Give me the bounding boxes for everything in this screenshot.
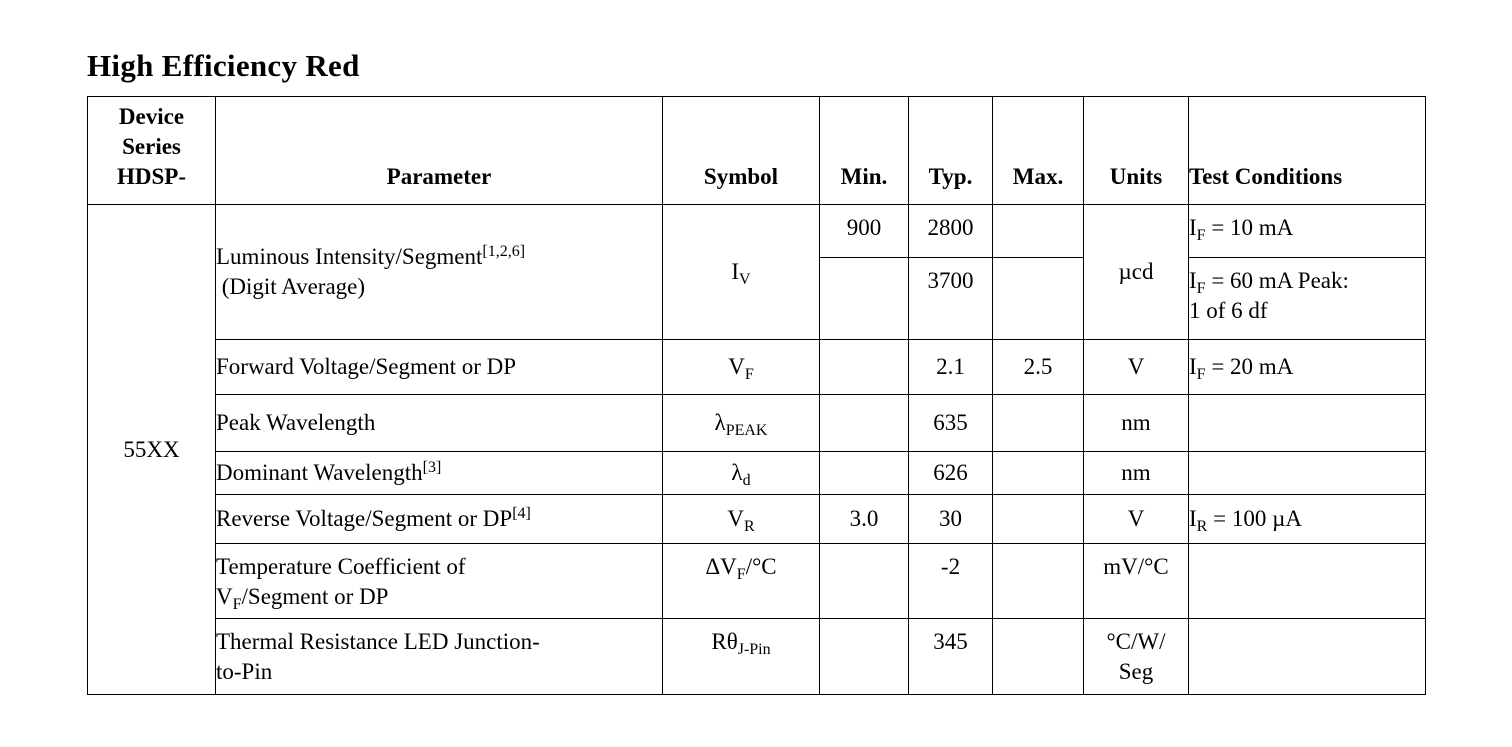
- reverse-max: [993, 495, 1084, 544]
- table-row-temp-coefficient: [88, 544, 1426, 619]
- temp-typ: -2: [909, 544, 993, 619]
- header-test-conditions: Test Conditions: [1189, 97, 1426, 205]
- table-row-reverse-voltage: [88, 495, 1426, 544]
- temp-test: [1189, 544, 1426, 619]
- symbol-iv: $I_V$: [663, 205, 820, 340]
- forward-min: [820, 340, 909, 395]
- temp-max: [993, 544, 1084, 619]
- symbol-lambda-d: $\lambda_d$: [663, 452, 820, 495]
- temp-min: [820, 544, 909, 619]
- param-thermal-resistance: Thermal Resistance LED Junction- to-Pin: [216, 619, 663, 695]
- forward-units: V: [1084, 340, 1189, 395]
- symbol-vr: $V_R$: [663, 495, 820, 544]
- dominant-units: nm: [1084, 452, 1189, 495]
- dominant-test: [1189, 452, 1426, 495]
- luminous-min: 900: [820, 205, 909, 258]
- header-max: Max.: [993, 97, 1084, 205]
- reverse-units: V: [1084, 495, 1189, 544]
- param-peak-wavelength: Peak Wavelength: [216, 395, 663, 452]
- symbol-delta-vf: $\Delta V_F/^\circ C$: [663, 544, 820, 619]
- reverse-min: 3.0: [820, 495, 909, 544]
- luminous-test-2: $I_F = 60$ mA Peak: 1 of 6 df: [1189, 258, 1426, 340]
- forward-max: 2.5: [993, 340, 1084, 395]
- forward-test: $I_F = 20$ mA: [1189, 340, 1426, 395]
- peak-test: [1189, 395, 1426, 452]
- header-symbol: Symbol: [663, 97, 820, 205]
- therm-max: [993, 619, 1084, 695]
- device-series-cell: 55XX: [88, 205, 216, 695]
- header-row: [88, 97, 1426, 205]
- luminous-test-1: $I_F = 10$ mA: [1189, 205, 1426, 258]
- symbol-r-theta: $R\theta_{J-Pin}$: [663, 619, 820, 695]
- peak-units: nm: [1084, 395, 1189, 452]
- dominant-min: [820, 452, 909, 495]
- header-parameter: Parameter: [216, 97, 663, 205]
- peak-min: [820, 395, 909, 452]
- table-title: High Efficiency Red: [87, 48, 360, 83]
- peak-max: [993, 395, 1084, 452]
- dominant-typ: 626: [909, 452, 993, 495]
- table-row-luminous-1: [88, 205, 1426, 258]
- table-row-dominant-wavelength: [88, 452, 1426, 495]
- param-reverse-voltage: Reverse Voltage/Segment or DP[4]: [216, 495, 663, 544]
- therm-min: [820, 619, 909, 695]
- header-min: Min.: [820, 97, 909, 205]
- therm-typ: 345: [909, 619, 993, 695]
- header-units: Units: [1084, 97, 1189, 205]
- luminous-units: µcd: [1084, 205, 1189, 340]
- reverse-test: $I_R = 100$ µA: [1189, 495, 1426, 544]
- table-row-thermal-resistance: [88, 619, 1426, 695]
- luminous-typ-2: 3700: [909, 258, 993, 340]
- symbol-vf: $V_F$: [663, 340, 820, 395]
- symbol-lambda-peak: $\lambda_{PEAK}$: [663, 395, 820, 452]
- param-forward-voltage: Forward Voltage/Segment or DP: [216, 340, 663, 395]
- spec-table: [87, 96, 1426, 695]
- luminous-typ-1: 2800: [909, 205, 993, 258]
- therm-test: [1189, 619, 1426, 695]
- luminous-min-2: [820, 258, 909, 340]
- forward-typ: 2.1: [909, 340, 993, 395]
- table-row-forward-voltage: [88, 340, 1426, 395]
- table-row-peak-wavelength: [88, 395, 1426, 452]
- header-device-series: Device Series HDSP-: [88, 97, 216, 205]
- param-luminous-intensity: Luminous Intensity/Segment[1,2,6] (Digit Average): [216, 205, 663, 340]
- dominant-max: [993, 452, 1084, 495]
- luminous-max-1: [993, 205, 1084, 258]
- temp-units: mV/°C: [1084, 544, 1189, 619]
- reverse-typ: 30: [909, 495, 993, 544]
- peak-typ: 635: [909, 395, 993, 452]
- header-typ: Typ.: [909, 97, 993, 205]
- param-dominant-wavelength: Dominant Wavelength[3]: [216, 452, 663, 495]
- therm-units: °C/W/ Seg: [1084, 619, 1189, 695]
- param-temp-coefficient: Temperature Coefficient of $V_F$/Segment or DP: [216, 544, 663, 619]
- luminous-max-2: [993, 258, 1084, 340]
